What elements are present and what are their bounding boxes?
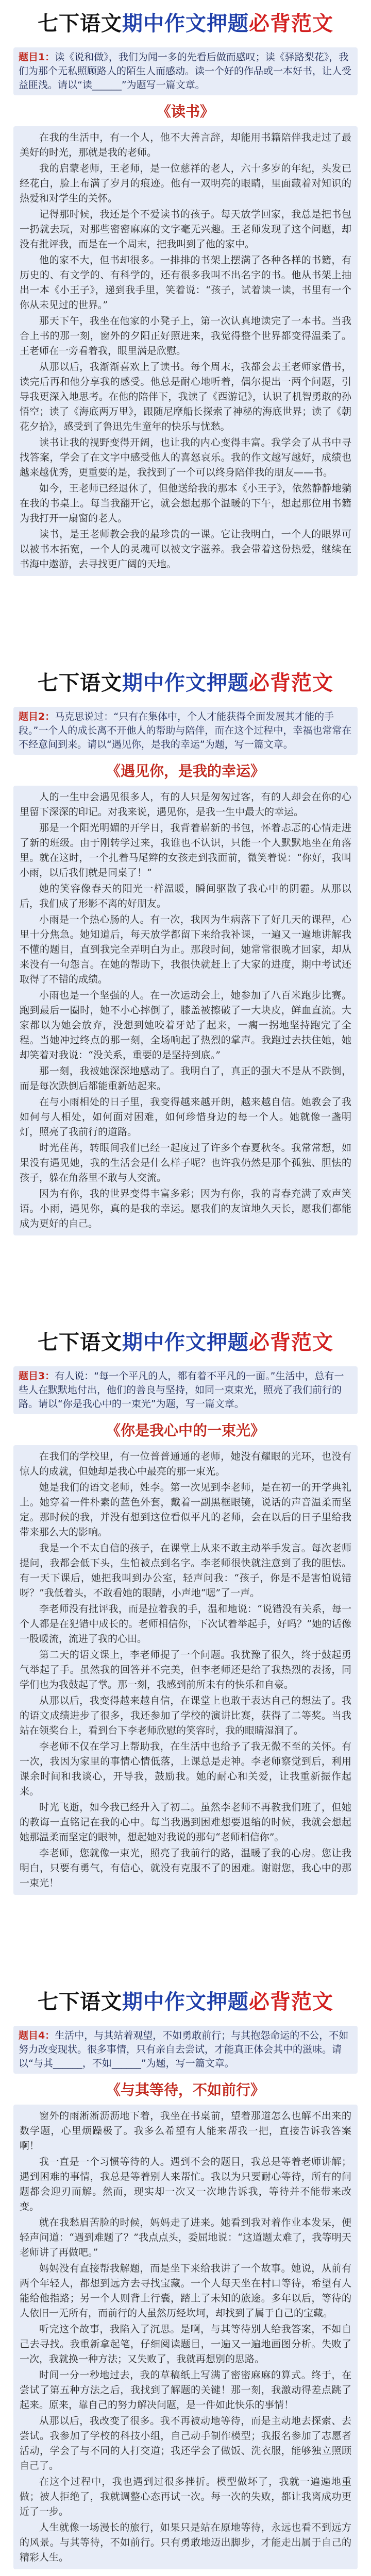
title-part-2: 期中作文押题 <box>122 1990 249 2014</box>
essay-paragraph: 人的一生中会遇见很多人，有的人只是匆匆过客，有的人却会在你的心里留下深深的印记。对我来说，遇见你，是我一生中最大的幸运。 <box>20 791 351 818</box>
essay-paragraph: 记得那时候，我还是个不爱读书的孩子。每天放学回家，我总是把书包一扔就去玩，对那些密密麻麻的文字毫无兴趣。王老师发现了这个问题，却没有批评我，而是在一个周末，把我叫到了他的家中。 <box>20 209 351 250</box>
prompt-label: 题目4： <box>19 2030 55 2041</box>
essay-paragraph: 在我们的学校里，有一位普普通通的老师，她没有耀眼的光环，也没有惊人的成就，但她却是我心中最亮的那一束光。 <box>20 1451 351 1477</box>
essay-paragraph: 李老师不仅在学习上帮助我，在生活中也给予了我无微不至的关怀。有一次，我因为家里的事情心情低落，上课总是走神。李老师察觉到后，利用课余时间和我谈心，开导我，鼓励我。她的耐心和关爱，让我重新振作起来。 <box>20 1741 351 1797</box>
essay-paragraph: 她是我们的语文老师，姓李。第一次见到李老师，是在初一的开学典礼上。她穿着一件朴素的蓝色外套，戴着一副黑框眼镜，说话的声音温柔而坚定。那时候的我，并没有想到这位看似平凡的老师，会在以后的日子里给我带来那么大的影响。 <box>20 1482 351 1538</box>
title-part-2: 期中作文押题 <box>122 12 249 36</box>
prompt-box <box>13 1366 358 1414</box>
section-title <box>0 1978 371 2023</box>
essay-paragraph: 我一直是一个习惯等待的人。遇到不会的题目，我总是等着老师讲解；遇到困难的事情，我总是等着别人来帮忙。我以为只要耐心等待，所有的问题都会迎刃而解。然而，现实却一次又一次地告诉我，等待并不能带来改变。 <box>20 2156 351 2212</box>
prompt-label: 题目1： <box>19 52 55 63</box>
essay-paragraph: 在我的生活中，有一个人，他不大善言辞，却能用书籍陪伴我走过了最美好的时光，那就是我的老师。 <box>20 132 351 158</box>
essay-paragraph: 我的启蒙老师，王老师，是一位慈祥的老人，六十多岁的年纪，头发已经花白，脸上布满了岁月的痕迹。他有一双明亮的眼睛，里面藏着对知识的热爱和对学生的关怀。 <box>20 163 351 204</box>
essay-paragraph: 第二天的语文课上，李老师提了一个问题。我犹豫了很久，终于鼓起勇气举起了手。虽然我的回答并不完美，但李老师还是给了我热烈的表扬，同学们也为我鼓起了掌。那一刻，我感到前所未有的快乐和自豪。 <box>20 1649 351 1690</box>
essay-heading: 《遇见你，是我的幸运》 <box>106 762 265 779</box>
prompt-box <box>13 2026 358 2074</box>
essay-paragraph: 李老师，您就像一束光，照亮了我前行的路，温暖了我的心房。您让我明白，只要有勇气，有信心，就没有克服不了的困难。谢谢您，我心中的那一束光！ <box>20 1848 351 1889</box>
essay-heading: 《读书》 <box>156 103 214 120</box>
prompt-text: 读《说和做》，我们为闻一多的先看后做而感叹；读《驿路梨花》，我们为那个无私照顾路人的陌生人而感动。读一个好的作品或一本好书，让人受益匪浅。请以“读______”为题写一篇文章。 <box>19 52 352 91</box>
prompt-box <box>13 707 358 755</box>
title-part-2: 期中作文押题 <box>122 671 249 695</box>
section-title <box>0 659 371 704</box>
essay-paragraph: 听完这个故事，我陷入了沉思。是啊，与其等待别人给我答案，不如自己去寻找。我重新拿起笔，仔细阅读题目，一遍又一遍地画图分析。失败了一次，我就换一种方法；又失败了，我就再想别的思路。 <box>20 2324 351 2365</box>
essay-body <box>13 786 358 1235</box>
essay-heading: 《你是我心中的一束光》 <box>106 1422 265 1439</box>
section-title <box>0 0 371 44</box>
essay-body <box>13 126 358 576</box>
essay-section-2 <box>0 659 371 1309</box>
essay-paragraph: 小雨也是一个坚强的人。在一次运动会上，她参加了八百米跑步比赛。跑到最后一圈时，她不小心摔倒了，膝盖被擦破了一大块皮，鲜血直流。大家都以为她会放弃，没想到她咬着牙站了起来，一瘸一拐地坚持跑完了全程。当她冲过终点的那一刻，全场响起了热烈的掌声。我跑过去扶住她，她却笑着对我说：“没关系，重要的是坚持到底。” <box>20 990 351 1061</box>
essay-paragraph: 她的笑容像春天的阳光一样温暖，瞬间驱散了我心中的阴霾。从那以后，我们成了形影不离的好朋友。 <box>20 883 351 909</box>
prompt-label: 题目3： <box>19 1370 55 1382</box>
title-part-3: 必背范文 <box>249 671 333 695</box>
title-part-1: 七下语文 <box>38 12 122 36</box>
essay-heading: 《与其等待，不如前行》 <box>106 2081 265 2098</box>
title-part-1: 七下语文 <box>38 1990 122 2014</box>
section-title <box>0 1319 371 1363</box>
essay-paragraph: 时光荏苒，转眼间我们已经一起度过了许多个春夏秋冬。我常常想，如果没有遇见她，我的生活会是什么样子呢？也许我仍然是那个孤独、胆怯的孩子，躲在角落里不敢与人交流。 <box>20 1142 351 1183</box>
essay-paragraph: 就在我愁眉苦脸的时候，妈妈走了进来。她看到我对着作业本发呆，便轻声问道：“遇到难题了？”我点点头，委屈地说：“这道题太难了，我等明天老师讲了再做吧。” <box>20 2217 351 2258</box>
essay-paragraph: 人生就像一场漫长的旅行，如果只是站在原地等待，永远也看不到远方的风景。与其等待，不如前行。只有勇敢地迈出脚步，才能走出属于自己的精彩人生。 <box>20 2522 351 2563</box>
prompt-label: 题目2： <box>19 711 55 722</box>
essay-section-3 <box>0 1319 371 1968</box>
prompt-box <box>13 47 358 95</box>
title-part-2: 期中作文押题 <box>122 1331 249 1354</box>
essay-paragraph: 如今，王老师已经退休了，但他送给我的那本《小王子》，依然静静地躺在我的书桌上。每当我翻开它，就会想起那个温暖的下午，想起那位用书籍为我打开一扇窗的老人。 <box>20 483 351 524</box>
essay-paragraph: 时光飞逝，如今我已经升入了初二。虽然李老师不再教我们班了，但她的教诲一直铭记在我的心中。每当我遇到困难想要退缩的时候，我就会想起她那温柔而坚定的眼神，想起她对我说的那句“老师相信你”。 <box>20 1802 351 1843</box>
essay-section-4 <box>0 1978 371 2576</box>
prompt-text: 有人说：“每一个平凡的人，都有着不平凡的一面。”生活中，总有一些人在默默地付出，他们的善良与坚持，如同一束束光，照亮了我们前行的路。请以“你是我心中的一束光”为题，写一篇文章。 <box>19 1370 344 1410</box>
essay-paragraph: 窗外的雨淅淅沥沥地下着，我坐在书桌前，望着那道怎么也解不出来的数学题，心里烦躁极了。我多么希望有人能来帮我一把，直接告诉我答案啊！ <box>20 2110 351 2151</box>
essay-body <box>13 2105 358 2569</box>
essay-paragraph: 在这个过程中，我也遇到过很多挫折。模型做坏了，我就一遍遍地重做；被人拒绝了，我就调整心态再试一次。每一次的失败，都让我离成功更近了一步。 <box>20 2476 351 2517</box>
essay-paragraph: 他的家不大，但书却很多。一排排的书架上摆满了各种各样的书籍，有历史的、有文学的、有科学的，还有很多我叫不出名字的书。他从书架上抽出一本《小王子》，递到我手里，笑着说：“孩子，试着读一读，书里有一个你从未见过的世界。” <box>20 255 351 311</box>
title-part-1: 七下语文 <box>38 671 122 695</box>
essay-paragraph: 从那以后，我变得越来越自信，在课堂上也敢于表达自己的想法了。我的语文成绩进步了很多，我还参加了学校的演讲比赛，获得了二等奖。当我站在领奖台上，看到台下李老师欣慰的笑容时，我的眼睛湿润了。 <box>20 1695 351 1736</box>
essay-paragraph: 妈妈没有直接帮我解题，而是坐下来给我讲了一个故事。她说，从前有两个年轻人，都想到远方去寻找宝藏。一个人每天坐在村口等待，希望有人能给他指路；另一个人则背上行囊，踏上了未知的旅途。多年以后，等待的人依旧一无所有，而前行的人虽然历经坎坷，却找到了属于自己的宝藏。 <box>20 2263 351 2319</box>
title-part-3: 必背范文 <box>249 1331 333 1354</box>
essay-paragraph: 因为有你，我的世界变得丰富多彩；因为有你，我的青春充满了欢声笑语。小雨，遇见你，真的是我的幸运。愿我们的友谊地久天长，愿我们都能成为更好的自己。 <box>20 1188 351 1229</box>
essay-paragraph: 李老师没有批评我，而是拉着我的手，温和地说：“说错没有关系，每一个人都是在犯错中成长的。老师相信你，下次试着举起手，好吗？”她的话像一股暖流，流进了我的心田。 <box>20 1603 351 1645</box>
prompt-text: 马克思说过：“只有在集体中，个人才能获得全面发展其才能的手段。”一个人的成长离不开他人的帮助与陪伴，而在这个过程中，幸福也常常在不经意间到来。请以“遇见你，是我的幸运”为题，写一篇文章。 <box>19 711 352 750</box>
essay-section-1 <box>0 0 371 649</box>
essay-paragraph: 小雨是一个热心肠的人。有一次，我因为生病落下了好几天的课程，心里十分焦急。她知道后，每天放学都留下来给我补课，一遍又一遍地讲解我不懂的题目，直到我完全弄明白为止。那段时间，她常常很晚才回家，却从来没有一句怨言。在她的帮助下，我很快就赶上了大家的进度，期中考试还取得了不错的成绩。 <box>20 914 351 985</box>
essay-paragraph: 读书让我的视野变得开阔，也让我的内心变得丰富。我学会了从书中寻找答案，学会了在文字中感受他人的喜怒哀乐。我的作文越写越好，成绩也越来越优秀，更重要的是，我找到了一个可以终身陪伴我的朋友——书。 <box>20 437 351 478</box>
essay-paragraph: 读书，是王老师教会我的最珍贵的一课。它让我明白，一个人的眼界可以被书本拓宽，一个人的灵魂可以被文字滋养。我会带着这份热爱，继续在书海中遨游，去寻找更广阔的天地。 <box>20 529 351 570</box>
essay-paragraph: 那是一个阳光明媚的开学日，我背着崭新的书包，怀着忐忑的心情走进了新的班级。由于刚转学过来，我谁也不认识，只能一个人默默地坐在角落里。就在这时，一个扎着马尾辫的女孩走到我面前，微笑着说：“你好，我叫小雨，以后我们就是同桌了！” <box>20 822 351 878</box>
essay-paragraph: 时间一分一秒地过去，我的草稿纸上写满了密密麻麻的算式。终于，在尝试了第五种方法之后，我找到了解题的关键！那一刻，我激动得差点跳了起来。原来，靠自己的努力解决问题，是一件如此快乐的事情！ <box>20 2369 351 2411</box>
essay-paragraph: 那一刻，我被她深深地感动了。我明白了，真正的强大不是从不跌倒，而是每次跌倒后都能重新站起来。 <box>20 1065 351 1092</box>
essay-paragraph: 我是一个不太自信的孩子，在课堂上从来不敢主动举手发言。每次老师提问，我都会低下头，生怕被点到名字。李老师很快就注意到了我的胆怯。有一天下课后，她把我叫到办公室，轻声问我：“孩子，你是不是害怕说错呀？”我低着头，不敢看她的眼睛，小声地“嗯”了一声。 <box>20 1543 351 1599</box>
essay-paragraph: 从那以后，我渐渐喜欢上了读书。每个周末，我都会去王老师家借书，读完后再和他分享我的感受。他总是耐心地听着，偶尔提出一两个问题，引导我更深入地思考。在他的陪伴下，我读了《西游记》，认识了机智勇敢的孙悟空；读了《海底两万里》，跟随尼摩船长探索了神秘的海底世界；读了《朝花夕拾》，感受到了鲁迅先生童年的快乐与忧愁。 <box>20 361 351 432</box>
title-part-1: 七下语文 <box>38 1331 122 1354</box>
title-part-3: 必背范文 <box>249 1990 333 2014</box>
title-part-3: 必背范文 <box>249 12 333 36</box>
essay-paragraph: 在与小雨相处的日子里，我变得越来越开朗，越来越自信。她教会了我如何与人相处，如何面对困难，如何珍惜身边的每一个人。她就像一盏明灯，照亮了我前行的道路。 <box>20 1096 351 1138</box>
essay-body <box>13 1445 358 1895</box>
essay-paragraph: 从那以后，我改变了很多。我不再被动地等待，而是主动地去探索、去尝试。我参加了学校的科技小组，自己动手制作模型；我报名参加了志愿者活动，学会了与不同的人打交道；我还学会了做饭、洗衣服，能够独立照顾自己了。 <box>20 2415 351 2471</box>
prompt-text: 生活中，与其站着观望，不如勇敢前行；与其抱怨命运的不公，不如努力改变现状。很多事情，只有亲自去尝试，才能真正体会其中的滋味。请以“与其______，不如______”为题，写一篇文章。 <box>19 2030 349 2069</box>
essay-paragraph: 那天下午，我坐在他家的小凳子上，第一次认真地读完了一本书。当我合上书的那一刻，窗外的夕阳正好照进来，我觉得整个世界都变得温柔了。王老师在一旁看着我，眼里满是欣慰。 <box>20 315 351 357</box>
